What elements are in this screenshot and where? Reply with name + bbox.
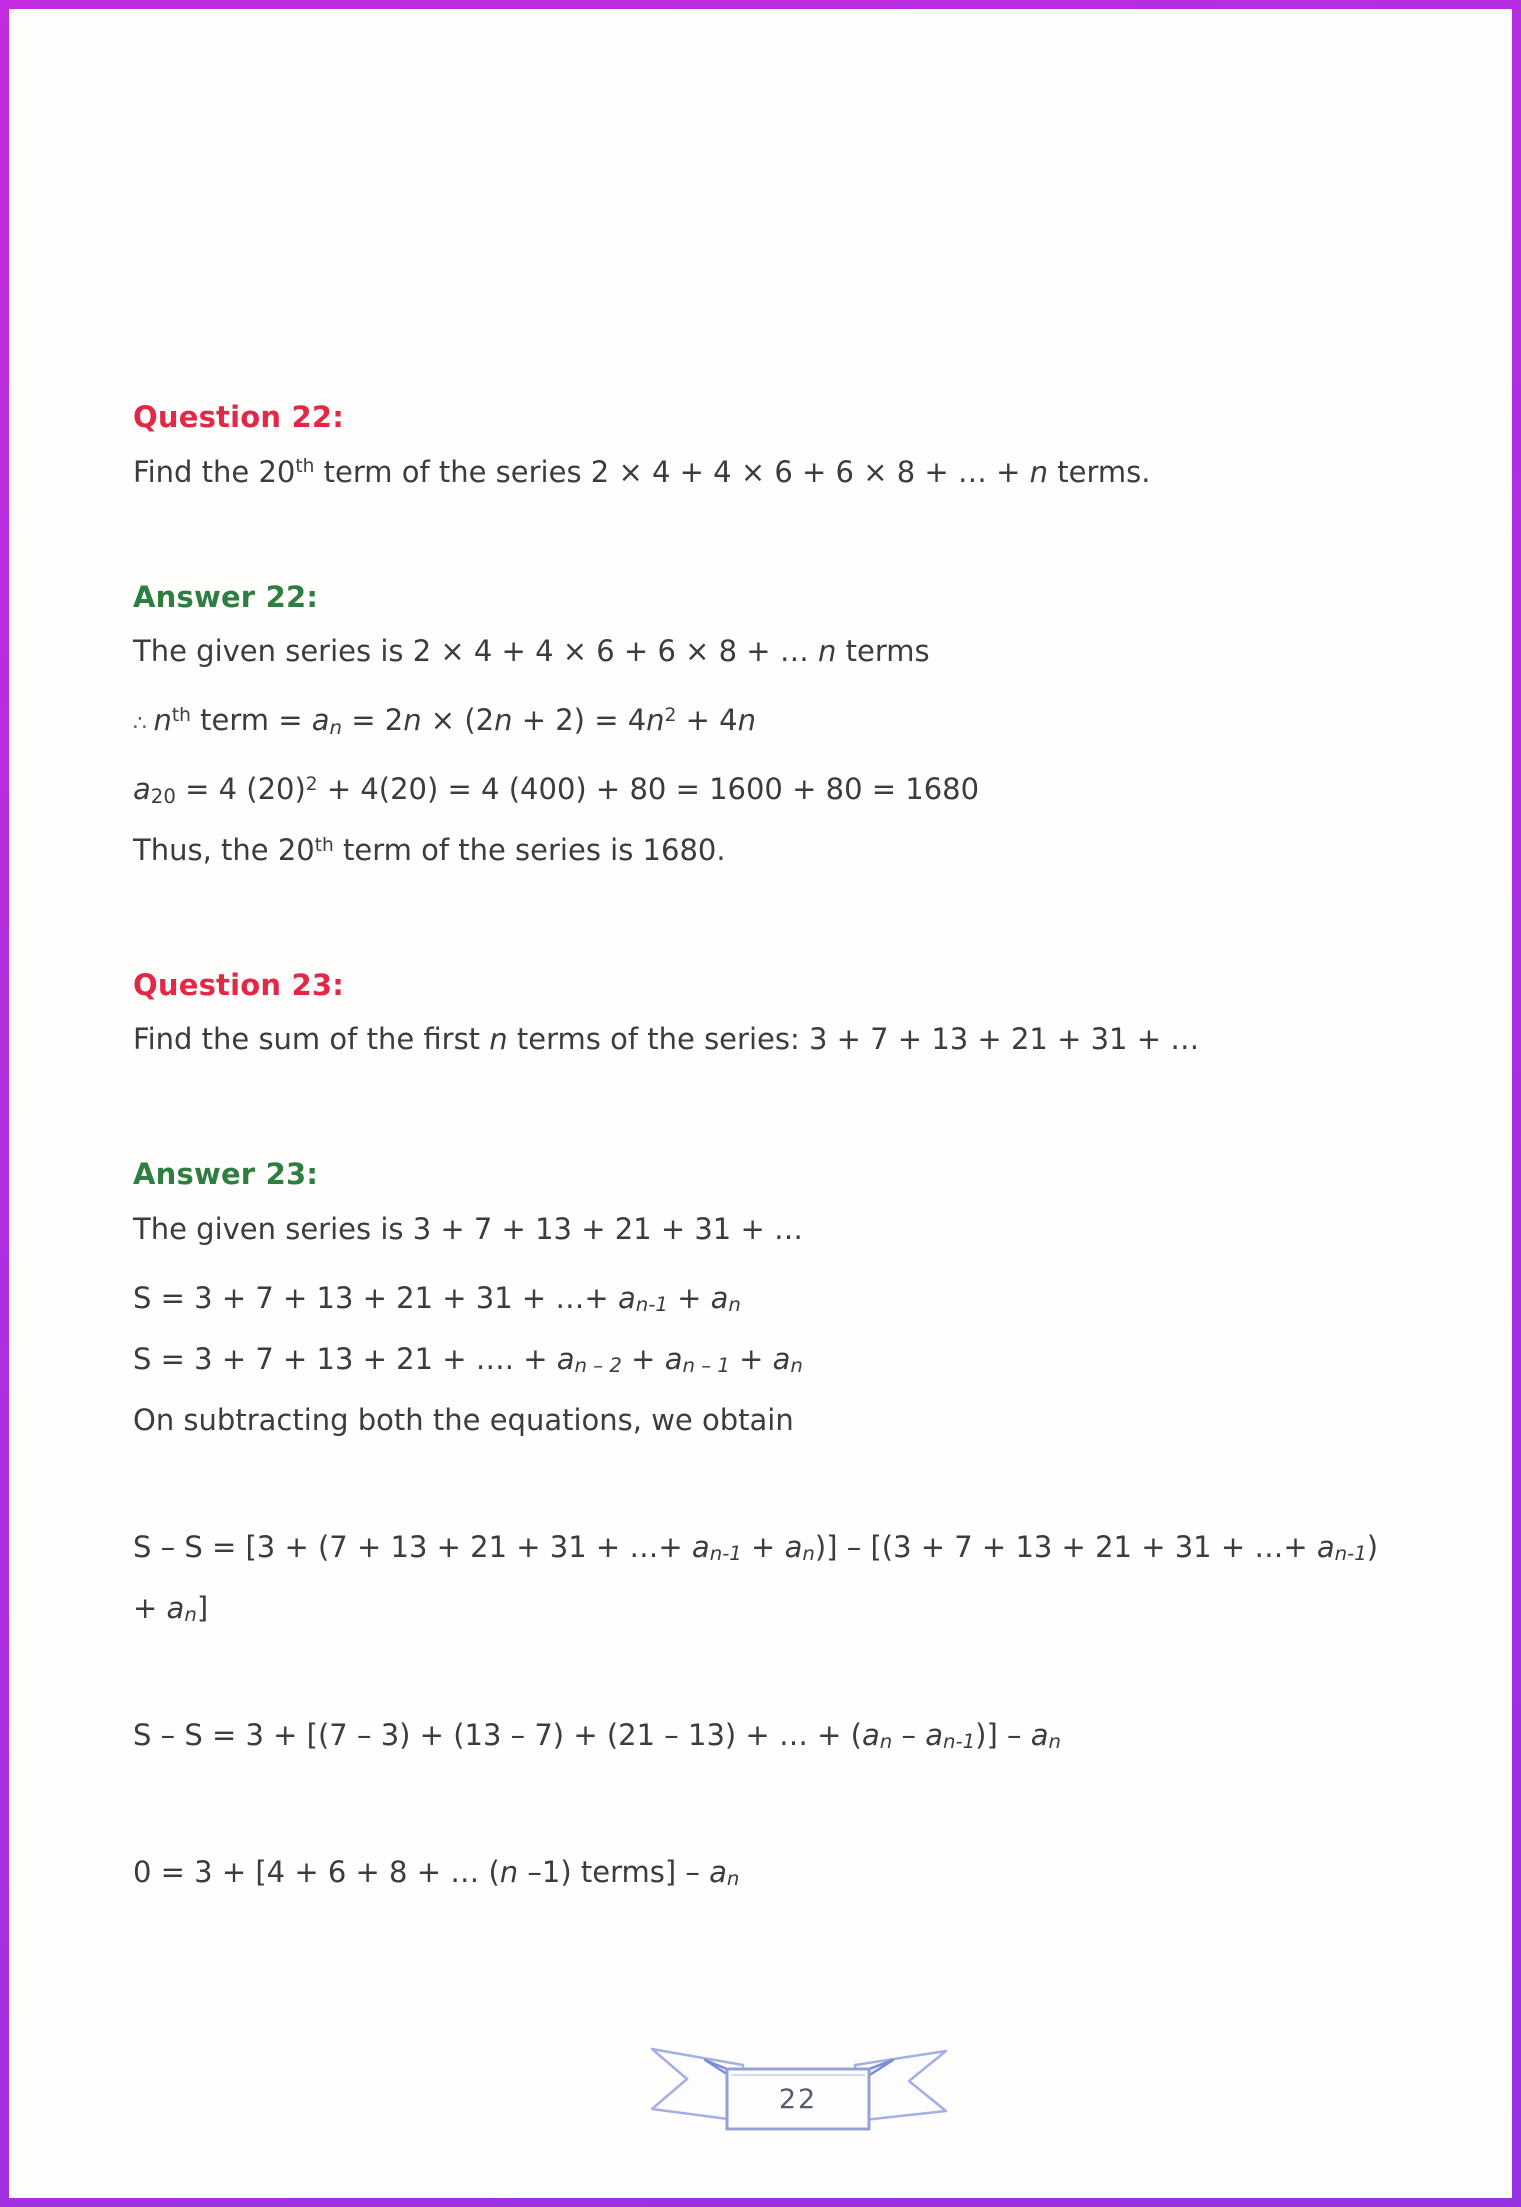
math-variable: a (691, 1529, 710, 1564)
text-run: Find the sum of the first (133, 1022, 490, 1057)
document-content (133, 397, 1472, 1895)
text-run: + (133, 1590, 167, 1625)
subscript: n (329, 715, 343, 739)
math-variable: n (403, 703, 422, 738)
text-run: Thus, the 20 (133, 832, 315, 867)
subscript: 20 (150, 784, 176, 808)
superscript: th (314, 834, 334, 856)
subscript: n-1 (943, 1730, 976, 1754)
text-run: The given series is 3 + 7 + 13 + 21 + 31 + … (133, 1212, 803, 1246)
answer-23-line-2 (133, 1276, 1472, 1321)
question-23-text (133, 1017, 1472, 1062)
superscript: 2 (305, 773, 318, 795)
text-run: 0 = 3 + [4 + 6 + 8 + … ( (133, 1854, 500, 1889)
answer-22-line-2 (133, 698, 1472, 743)
text-run: On subtracting both the equations, we obtain (133, 1402, 794, 1437)
text-run: ) (1366, 1529, 1379, 1564)
math-variable: n (737, 703, 756, 738)
math-variable: a (311, 703, 330, 738)
text-run: term of the series 2 × 4 + 4 × 6 + 6 × 8 + … + (314, 454, 1030, 489)
document-page (9, 9, 1512, 2198)
answer-23-line-6 (133, 1586, 1472, 1631)
math-variable: a (772, 1341, 791, 1376)
math-variable: n (153, 703, 172, 738)
text-run: + 4 (676, 703, 738, 738)
text-run: term of the series is 1680. (333, 832, 726, 867)
question-22-text (133, 450, 1472, 495)
math-variable: n (499, 1854, 519, 1889)
text-run: The given series is 2 × 4 + 4 × 6 + 6 × 8 + … (133, 634, 819, 669)
text-run: terms (836, 634, 930, 669)
math-variable: a (617, 1280, 636, 1315)
math-variable: n (489, 1022, 508, 1057)
text-run: – (892, 1717, 926, 1752)
answer-22-line-1 (133, 629, 1472, 674)
answer-22-line-3 (133, 767, 1472, 812)
superscript: th (295, 456, 315, 478)
answer-23-line-7 (133, 1713, 1472, 1758)
math-variable: n (646, 703, 665, 738)
text-run: ] (196, 1590, 209, 1625)
text-run: + (729, 1341, 773, 1376)
text-run: + (667, 1280, 711, 1315)
text-run: term = (190, 703, 312, 738)
answer-23-line-1 (133, 1207, 1472, 1252)
question-22-heading: Question 22: (133, 400, 345, 434)
text-run: terms of the series: 3 + 7 + 13 + 21 + 31 + … (507, 1022, 1200, 1057)
answer-23-line-4 (133, 1398, 1472, 1443)
math-variable: n (1029, 454, 1049, 489)
math-variable: a (709, 1854, 727, 1889)
text-run: = 4 (20) (175, 772, 306, 806)
subscript: n (879, 1730, 893, 1754)
math-variable: a (925, 1717, 943, 1752)
math-variable: a (166, 1590, 185, 1625)
text-run: –1) terms] – (518, 1854, 710, 1889)
subscript: n (790, 1354, 803, 1378)
text-run: terms. (1048, 454, 1151, 489)
answer-22-line-4 (133, 828, 1472, 873)
answer-23-line-3 (133, 1337, 1472, 1382)
math-variable: a (710, 1280, 729, 1315)
text-run: S = 3 + 7 + 13 + 21 + …. + (133, 1341, 557, 1376)
text-run: + (621, 1341, 665, 1376)
subscript: n (1048, 1730, 1061, 1754)
subscript: n – 1 (682, 1354, 730, 1378)
text-run: Find the 20 (133, 454, 296, 489)
superscript: th (171, 704, 191, 726)
math-variable: n (494, 703, 513, 738)
page-number-banner (647, 2043, 951, 2147)
text-run: S = 3 + 7 + 13 + 21 + 31 + …+ (133, 1280, 618, 1315)
text-run: S – S = [3 + (7 + 13 + 21 + 31 + …+ (133, 1529, 692, 1564)
answer-23-heading: Answer 23: (133, 1157, 319, 1192)
math-variable: a (784, 1529, 803, 1564)
page-number: 22 (778, 2083, 818, 2115)
text-run: S – S = 3 + [(7 – 3) + (13 – 7) + (21 – 13) + … + ( (133, 1717, 862, 1752)
subscript: n (726, 1867, 740, 1891)
math-variable: a (1030, 1717, 1049, 1752)
text-run: + 4(20) = 4 (400) + 80 = 1600 + 80 = 1680 (317, 772, 980, 806)
math-variable: a (133, 772, 151, 806)
text-run: × (2 (421, 703, 495, 738)
math-variable: a (862, 1717, 880, 1752)
text-run: + 2) = 4 (512, 703, 647, 738)
math-variable: a (556, 1341, 575, 1376)
text-run: )] – [(3 + 7 + 13 + 21 + 31 + …+ (814, 1529, 1317, 1564)
subscript: n (184, 1603, 197, 1627)
subscript: n (802, 1542, 815, 1566)
math-variable: a (664, 1341, 683, 1376)
question-23-heading: Question 23: (133, 967, 345, 1002)
math-variable: n (818, 634, 837, 669)
text-run: + (741, 1529, 785, 1564)
superscript: 2 (664, 704, 677, 726)
text-run: )] – (975, 1717, 1031, 1752)
therefore-symbol: ∴ (133, 711, 154, 737)
answer-23-line-8 (133, 1850, 1472, 1895)
subscript: n (728, 1293, 741, 1317)
subscript: n-1 (1334, 1542, 1367, 1566)
math-variable: a (1316, 1529, 1335, 1564)
subscript: n-1 (709, 1542, 742, 1566)
subscript: n-1 (635, 1293, 668, 1317)
answer-22-heading: Answer 22: (133, 579, 319, 614)
text-run: = 2 (342, 703, 404, 738)
subscript: n – 2 (574, 1354, 622, 1378)
answer-23-line-5 (133, 1525, 1395, 1570)
